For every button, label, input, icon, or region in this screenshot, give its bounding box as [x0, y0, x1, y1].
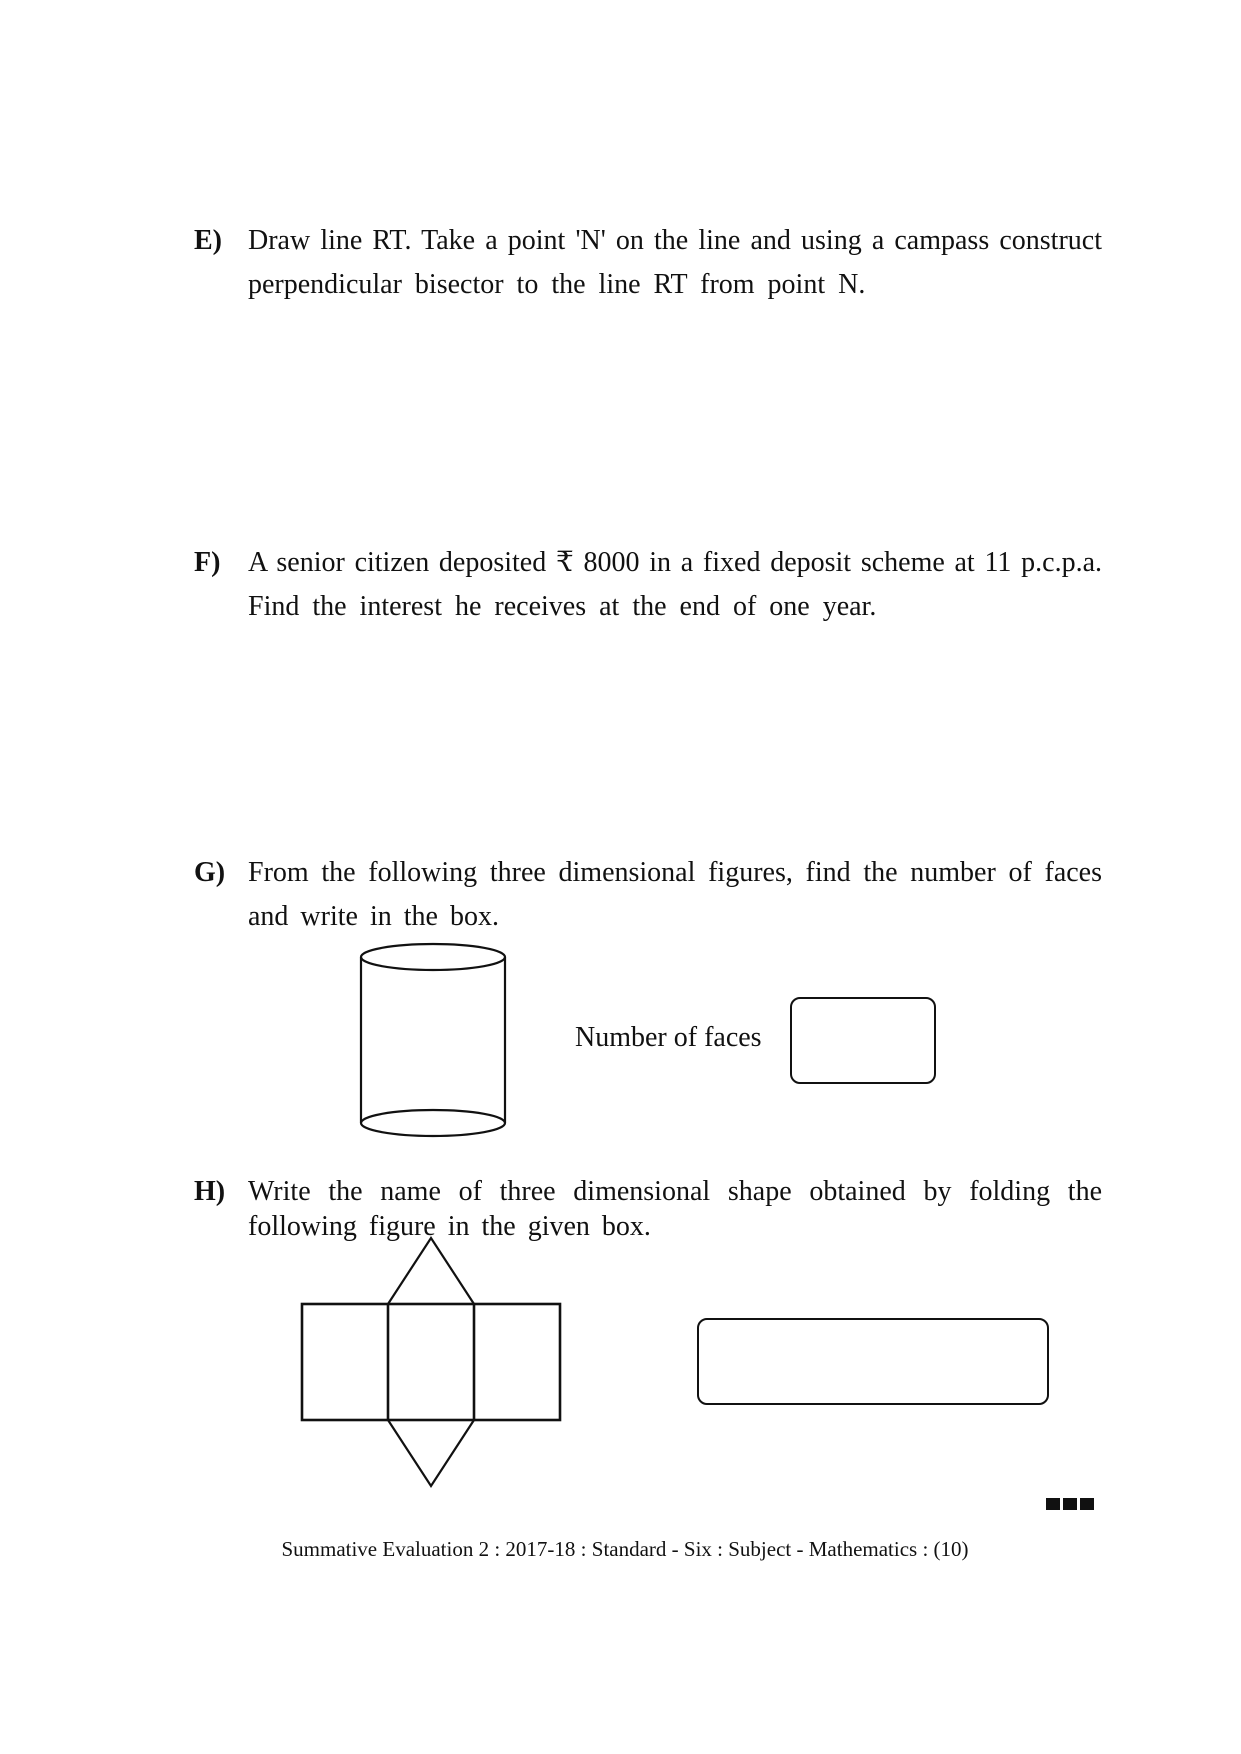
question-f-line-2: Find the interest he receives at the end of one year.: [248, 591, 877, 622]
question-h-line-1: Write the name of three dimensional shape obtained by folding the: [248, 1176, 1102, 1207]
footer-text: Summative Evaluation 2 : 2017-18 : Standard - Six : Subject - Mathematics : (10): [281, 1537, 969, 1561]
question-e-line-1: Draw line RT. Take a point 'N' on the line and using a campass construct: [248, 225, 1102, 256]
question-e-label: E): [194, 225, 222, 256]
question-g-line-2: and write in the box.: [248, 901, 499, 932]
end-mark-square: [1046, 1498, 1060, 1510]
question-g-label: G): [194, 857, 226, 888]
question-f-label: F): [194, 547, 221, 578]
end-mark-square: [1080, 1498, 1094, 1510]
page-footer: [0, 1537, 1241, 1561]
number-of-faces-label: Number of faces: [575, 1022, 762, 1053]
end-of-page-mark: [1046, 1498, 1094, 1510]
faces-answer-box[interactable]: [790, 997, 936, 1084]
question-f-line-1: A senior citizen deposited ₹ 8000 in a fixed deposit scheme at 11 p.c.p.a.: [248, 547, 1102, 578]
cylinder-icon: [355, 935, 515, 1145]
question-h-label: H): [194, 1176, 226, 1207]
end-mark-square: [1063, 1498, 1077, 1510]
question-h-line-2: following figure in the given box.: [248, 1211, 651, 1242]
question-g-line-1: From the following three dimensional figures, find the number of faces: [248, 857, 1102, 888]
triangular-prism-net-icon: [296, 1234, 566, 1492]
shape-name-answer-box[interactable]: [697, 1318, 1049, 1405]
question-e-line-2: perpendicular bisector to the line RT from point N.: [248, 269, 866, 300]
